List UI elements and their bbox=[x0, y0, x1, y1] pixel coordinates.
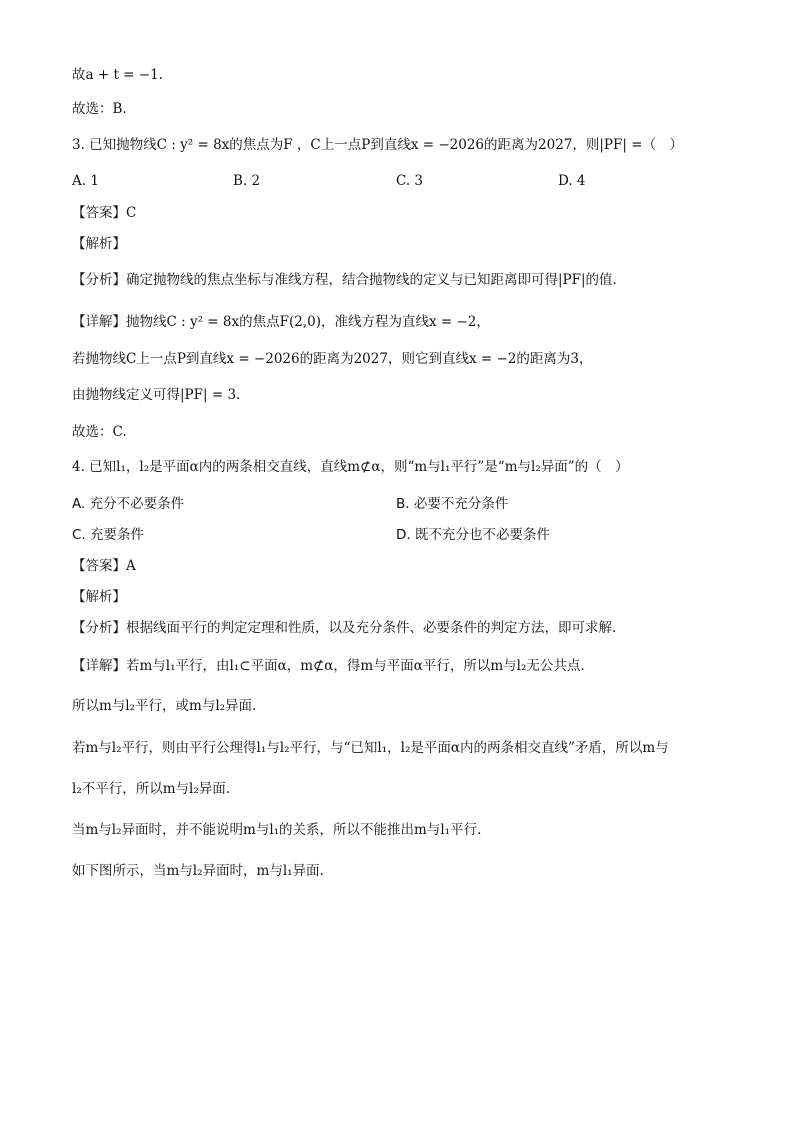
q4-jiexi: 【解析】 bbox=[72, 589, 126, 605]
q3-answer: 【答案】C bbox=[72, 205, 137, 221]
q3-fenxi: 【分析】确定抛物线的焦点坐标与准线方程，结合抛物线的定义与已知距离即可得|PF|的值. bbox=[72, 272, 617, 288]
q3-option-d: D. 4 bbox=[558, 173, 586, 189]
q4-detail-1: 【详解】若m与l₁平行，由l₁⊂平面α，m⊄α，得m与平面α平行，所以m与l₂无公共点. bbox=[72, 658, 585, 674]
q3-choose: 故选：C. bbox=[72, 424, 127, 440]
q3-detail-1: 【详解】抛物线C : y² = 8x的焦点F(2,0)，准线方程为直线x = −2， bbox=[72, 314, 490, 330]
question-3: 3. 已知抛物线C : y² = 8x的焦点为F ，C上一点P到直线x = −2026的距离为2027，则|PF| =（ ） bbox=[72, 137, 684, 153]
q3-option-b: B. 2 bbox=[233, 173, 261, 189]
q4-detail-6: 如下图所示，当m与l₂异面时，m与l₁异面. bbox=[72, 863, 324, 879]
q4-option-d: D. 既不充分也不必要条件 bbox=[396, 527, 550, 543]
q4-fenxi: 【分析】根据线面平行的判定定理和性质，以及充分条件、必要条件的判定方法，即可求解. bbox=[72, 620, 617, 636]
q4-detail-2: 所以m与l₂平行，或m与l₂异面. bbox=[72, 698, 257, 714]
q4-option-c: C. 充要条件 bbox=[72, 527, 145, 543]
q4-answer: 【答案】A bbox=[72, 558, 136, 574]
question-4: 4. 已知l₁，l₂是平面α内的两条相交直线，直线m⊄α，则“m与l₁平行”是“m与l₂异面”的（ ） bbox=[72, 459, 629, 475]
q3-option-c: C. 3 bbox=[396, 173, 424, 189]
text-line-choice-b: 故选：B. bbox=[72, 101, 127, 117]
q4-detail-4: l₂不平行，所以m与l₂异面. bbox=[72, 781, 231, 797]
q3-detail-2: 若抛物线C上一点P到直线x = −2026的距离为2027，则它到直线x = −2的距离为3， bbox=[72, 351, 593, 367]
q3-detail-3: 由抛物线定义可得|PF| = 3. bbox=[72, 387, 241, 403]
q3-option-a: A. 1 bbox=[72, 173, 99, 189]
q4-option-a: A. 充分不必要条件 bbox=[72, 496, 185, 512]
text-line-conclusion: 故a + t = −1. bbox=[72, 67, 163, 83]
q4-detail-5: 当m与l₂异面时，并不能说明m与l₁的关系，所以不能推出m与l₁平行. bbox=[72, 822, 482, 838]
q4-option-b: B. 必要不充分条件 bbox=[396, 496, 509, 512]
q3-jiexi: 【解析】 bbox=[72, 236, 126, 252]
q4-detail-3: 若m与l₂平行，则由平行公理得l₁与l₂平行，与“已知l₁，l₂是平面α内的两条相交直线”矛盾，所以m与 bbox=[72, 740, 669, 756]
